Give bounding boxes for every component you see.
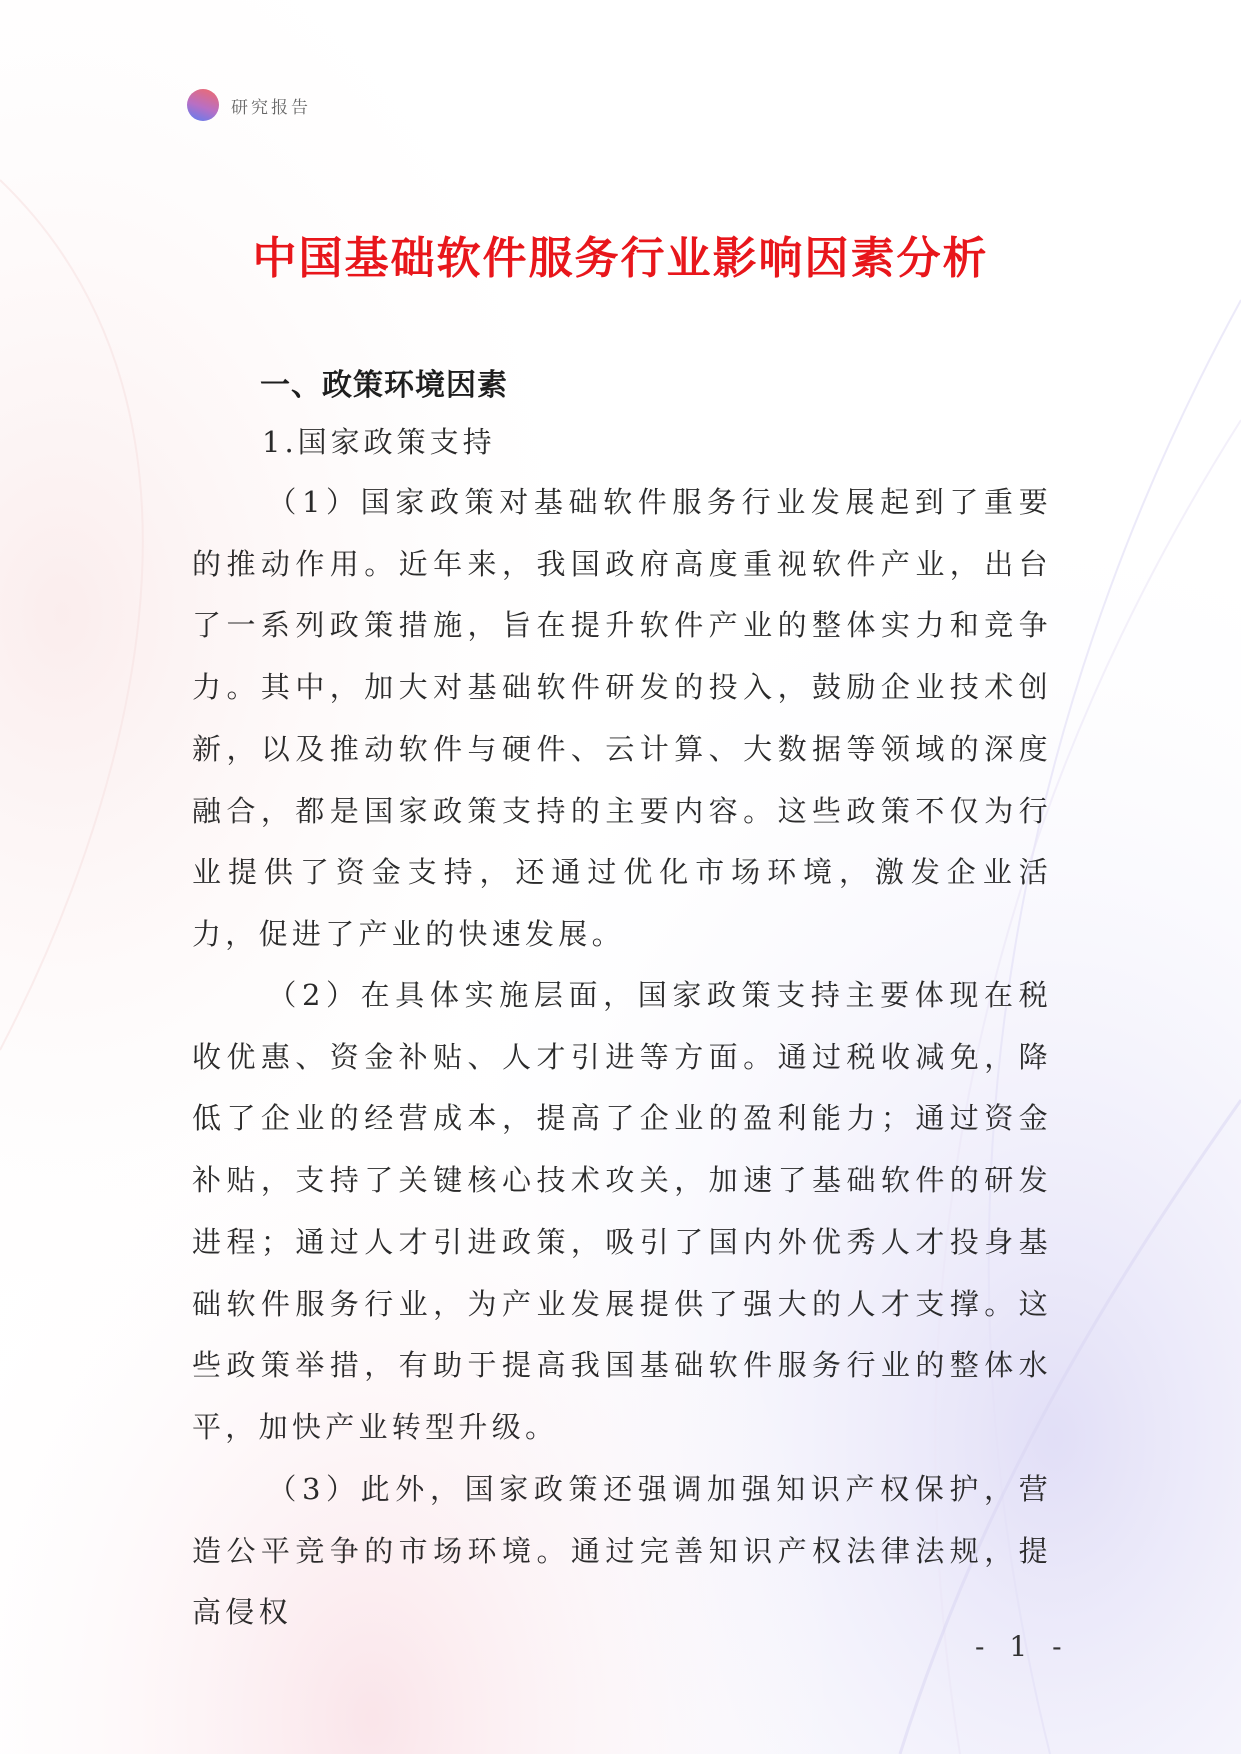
report-logo-icon — [187, 89, 219, 121]
paragraph-3-text: （3）此外，国家政策还强调加强知识产权保护，营造公平竞争的市场环境。通过完善知识产权法律法规，提高侵权 — [192, 1472, 1052, 1630]
paragraph-1-text: （1）国家政策对基础软件服务行业发展起到了重要的推动作用。近年来，我国政府高度重视软件产业，出台了一系列政策措施，旨在提升软件产业的整体实力和竞争力。其中，加大对基础软件研发的投入，鼓励企业技术创新，以及推动软件与硬件、云计算、大数据等领域的深度融合，都是国家政策支持的主要内容。这些政策不仅为行业提供了资金支持，还通过优化市场环境，激发企业活力，促进了产业的快速发展。 — [192, 485, 1052, 951]
subsection-heading: 1.国家政策支持 — [262, 425, 496, 459]
paragraph-1 — [192, 472, 1052, 966]
report-header — [187, 88, 311, 122]
page-number: - 1 - — [975, 1630, 1070, 1663]
document-title: 中国基础软件服务行业影响因素分析 — [252, 233, 989, 284]
paragraph-2-text: （2）在具体实施层面，国家政策支持主要体现在税收优惠、资金补贴、人才引进等方面。通过税收减免，降低了企业的经营成本，提高了企业的盈利能力；通过资金补贴，支持了关键核心技术攻关，加速了基础软件的研发进程；通过人才引进政策，吸引了国内外优秀人才投身基础软件服务行业，为产业发展提供了强大的人才支撑。这些政策举措，有助于提高我国基础软件服务行业的整体水平，加快产业转型升级。 — [192, 978, 1052, 1444]
paragraph-2 — [192, 965, 1052, 1459]
paragraph-3 — [192, 1459, 1052, 1644]
section-heading: 一、政策环境因素 — [260, 368, 508, 403]
report-header-label: 研究报告 — [231, 97, 311, 118]
